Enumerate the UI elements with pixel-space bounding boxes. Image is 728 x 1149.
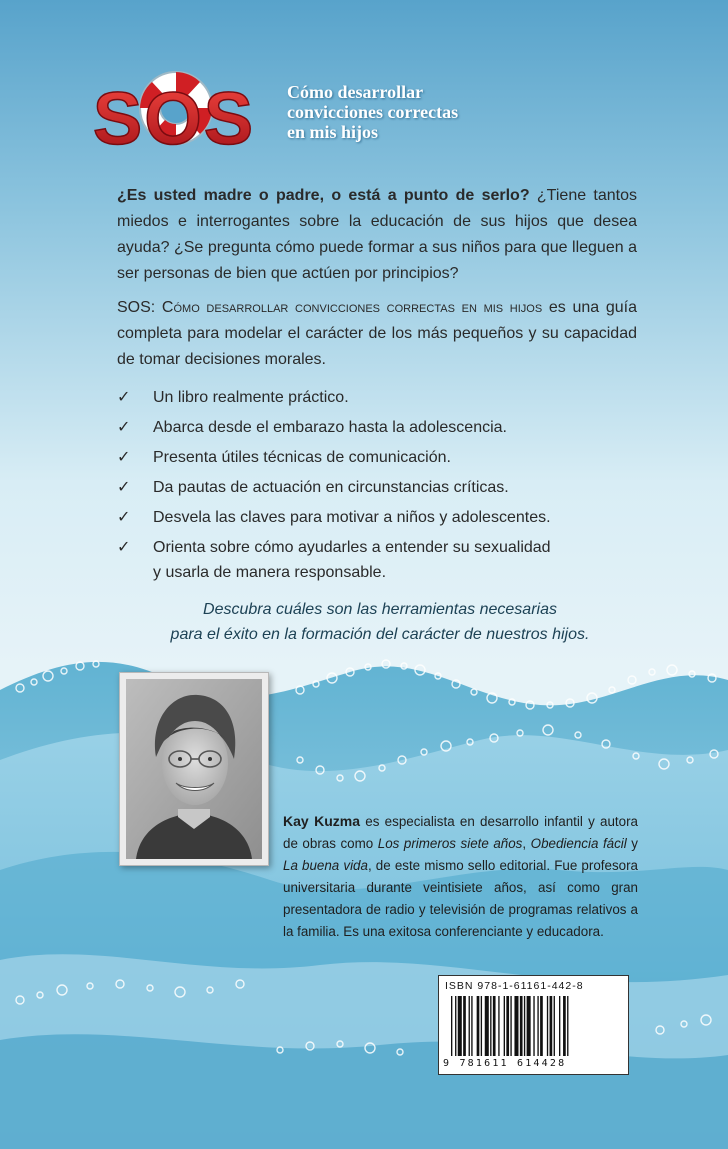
intro-paragraph-2-body: es una guía completa para modelar el carácter de los más pequeños y su capacidad de tomar decisiones morales. <box>117 299 637 368</box>
author-name: Kay Kuzma <box>283 813 361 829</box>
barcode-bar <box>567 996 568 1056</box>
author-bio: Kay Kuzma es especialista en desarrollo infantil y autora de obras como Los primeros siete años, Obediencia fácil y La buena vida, de este mismo sello editorial. Fue profesora universitaria durante veintisiete años, así como gran presentadora de radio y televisión de programas relativos a la familia. Es una exitosa conferenciante y educadora. <box>283 813 639 939</box>
intro-question: ¿Es usted madre o padre, o está a punto de serlo? <box>117 187 530 204</box>
barcode-bar <box>463 996 466 1056</box>
barcode-bar <box>524 996 525 1056</box>
barcode-bars <box>451 996 619 1058</box>
barcode-bar <box>520 996 523 1056</box>
barcode-bar <box>504 996 505 1056</box>
book-subtitle <box>287 82 547 142</box>
barcode-bar <box>455 996 456 1056</box>
barcode-bar <box>510 996 511 1056</box>
book-reference: Los primeros siete años <box>377 836 523 851</box>
barcode-bar <box>547 996 548 1056</box>
barcode-bar <box>485 996 489 1056</box>
barcode-bar <box>451 996 452 1056</box>
barcode-bar <box>490 996 491 1056</box>
barcode-bar <box>514 996 518 1056</box>
intro-paragraph-1-body: ¿Tiene tantos miedos e interrogantes sobre la educación de sus hijos que desea ayuda? ¿Se pregunta cómo puede formar a sus niños para que lleguen a ser personas de bien que actúen por principios? <box>117 187 637 282</box>
barcode-bar <box>537 996 538 1056</box>
barcode-bar <box>477 996 480 1056</box>
barcode-number: 9 781611 614428 <box>443 1058 567 1069</box>
checkmark-icon: ✓ <box>117 509 131 526</box>
svg-text:SOS: SOS <box>92 77 256 160</box>
list-item: ✓ Orienta sobre cómo ayudarles a entender su sexualidad y usarla de manera responsable. <box>117 535 637 585</box>
intro-paragraph-1 <box>117 183 637 287</box>
barcode-bar <box>498 996 499 1056</box>
checkmark-icon: ✓ <box>117 449 131 466</box>
barcode-bar <box>550 996 553 1056</box>
checkmark-icon: ✓ <box>117 419 131 436</box>
barcode-bar <box>533 996 534 1056</box>
list-item: ✓ Desvela las claves para motivar a niños y adolescentes. <box>117 505 637 530</box>
list-item: ✓ Presenta útiles técnicas de comunicación. <box>117 445 637 470</box>
feature-checklist <box>117 385 637 590</box>
list-item: ✓ Da pautas de actuación en circunstancias críticas. <box>117 475 637 500</box>
barcode-bar <box>458 996 462 1056</box>
barcode-bar <box>540 996 543 1056</box>
barcode-bar <box>527 996 531 1056</box>
isbn-label: ISBN 978-1-61161-442-8 <box>445 980 584 992</box>
intro-paragraph-2 <box>117 295 637 373</box>
isbn-barcode <box>438 975 629 1075</box>
closing-statement: Descubra cuáles son las herramientas necesarias para el éxito en la formación del carácter de nuestros hijos. <box>170 601 590 643</box>
barcode-bar <box>469 996 470 1056</box>
author-photo <box>119 672 269 866</box>
book-title-inline: SOS: Cómo desarrollar convicciones correctas en mis hijos <box>117 299 543 316</box>
intro-text <box>117 183 637 381</box>
list-item: ✓ Abarca desde el embarazo hasta la adolescencia. <box>117 415 637 440</box>
barcode-bar <box>471 996 472 1056</box>
book-reference: La buena vida <box>283 858 368 873</box>
checkmark-icon: ✓ <box>117 539 131 556</box>
list-item: ✓ Un libro realmente práctico. <box>117 385 637 410</box>
barcode-bar <box>493 996 496 1056</box>
barcode-bar <box>554 996 555 1056</box>
book-reference: Obediencia fácil <box>530 836 627 851</box>
barcode-bar <box>481 996 482 1056</box>
checkmark-icon: ✓ <box>117 479 131 496</box>
subtitle-line-1: Cómo desarrollar <box>287 82 424 102</box>
subtitle-line-3: en mis hijos <box>287 122 379 142</box>
barcode-bar <box>559 996 560 1056</box>
barcode-bar <box>563 996 566 1056</box>
sos-logo <box>86 64 266 160</box>
checkmark-icon: ✓ <box>117 389 131 406</box>
barcode-bar <box>506 996 509 1056</box>
author-portrait-image <box>126 679 262 859</box>
subtitle-line-2: convicciones correctas <box>287 102 459 122</box>
